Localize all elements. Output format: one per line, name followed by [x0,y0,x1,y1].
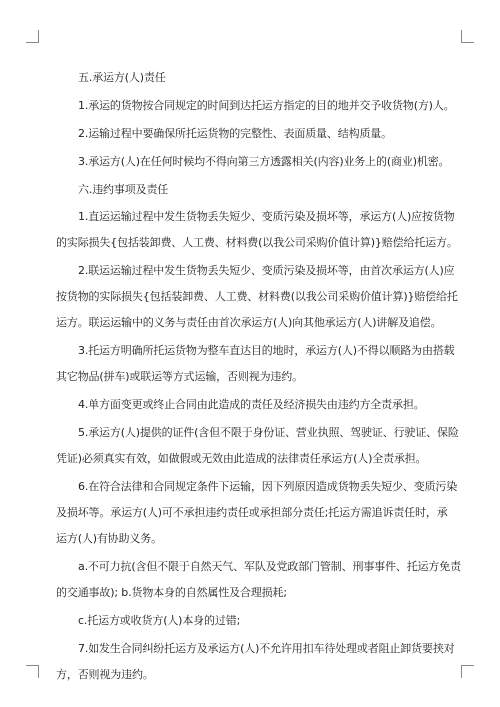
s6-paragraph-5-line-2: 凭证)必须真实有效，如做假或无效由此造成的法律责任承运方(人)全责承担。 [56,452,427,465]
s6-paragraph-7-line-1: 7.如发生合同纠纷托运方及承运方(人)不允许用扣车待处理或者阻止卸货要挟对 [78,642,455,655]
s6-paragraph-3-line-2: 其它物品(拼车)或联运等方式运输，否则视为违约。 [56,370,303,383]
s6-paragraph-2-line-2: 按货物的实际损失{包括装卸费、人工费、材料费(以我公司采购价值计算)}赔偿给托 [56,290,458,303]
s6-item-c: c.托运方或收货方(人)本身的过错; [78,614,241,627]
s6-paragraph-5-line-1: 5.承运方(人)提供的证件(含但不限于身份证、营业执照、驾驶证、行驶证、保险 [78,426,459,439]
s6-paragraph-3-line-1: 3.托运方明确所托运货物为整车直达目的地时，承运方(人)不得以顺路为由搭载 [78,344,455,357]
crop-mark-bottom-right [461,665,474,678]
s6-paragraph-6-line-2: 及损坏等。承运方(人)可不承担违约责任或承担部分责任;托运方需追诉责任时，承 [56,506,448,519]
s6-paragraph-6-line-1: 6.在符合法律和合同规定条件下运输，因下列原因造成货物丢失短少、变质污染 [78,480,458,493]
s6-item-a-line-2: 的交通事故); b.货物本身的自然属性及合理损耗; [56,586,287,599]
s5-paragraph-2: 2.运输过程中要确保所托运货物的完整性、表面质量、结构质量。 [78,127,392,140]
s6-paragraph-7-line-2: 方，否则视为违约。 [56,668,154,681]
crop-mark-top-left [26,30,39,43]
s6-paragraph-2-line-3: 运方。联运运输中的义务与责任由首次承运方(人)向其他承运方(人)讲解及追偿。 [56,316,442,329]
s5-paragraph-3: 3.承运方(人)在任何时候均不得向第三方透露相关(内容)业务上的(商业)机密。 [78,155,450,168]
s6-item-a-line-1: a.不可力抗(含但不限于自然天气、军队及党政部门管制、刑事事件、托运方免责 [78,560,461,573]
s6-paragraph-4: 4.单方面变更或终止合同由此造成的责任及经济损失由违约方全责承担。 [78,398,425,411]
crop-mark-top-right [461,30,474,43]
section-5-heading: 五.承运方(人)责任 [78,71,166,84]
s6-paragraph-1-line-2: 的实际损失{包括装卸费、人工费、材料费(以我公司采购价值计算)}赔偿给托运方。 [56,236,458,249]
s6-paragraph-6-line-3: 运方(人)有协助义务。 [56,532,162,545]
section-6-heading: 六.违约事项及责任 [78,183,169,196]
crop-mark-bottom-left [26,665,39,678]
s5-paragraph-1: 1.承运的货物按合同规定的时间到达托运方指定的目的地并交予收货物(方)人。 [78,99,455,112]
s6-paragraph-2-line-1: 2.联运运输过程中发生货物丢失短少、变质污染及损坏等，由首次承运方(人)应 [78,264,455,277]
s6-paragraph-1-line-1: 1.直运运输过程中发生货物丢失短少、变质污染及损坏等，承运方(人)应按货物 [78,210,455,223]
